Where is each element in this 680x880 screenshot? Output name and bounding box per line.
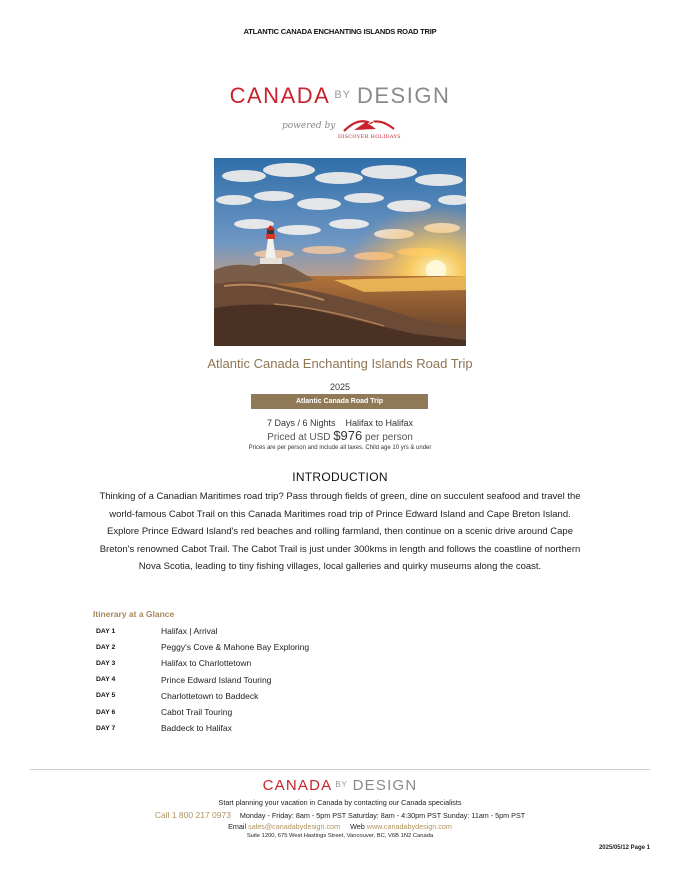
trip-duration: 7 Days / 6 Nights Halifax to Halifax <box>266 418 414 428</box>
footer-phone-link[interactable]: Call 1 800 217 0973 <box>154 810 231 820</box>
itinerary-row <box>96 639 396 655</box>
itinerary-description: Halifax to Charlottetown <box>161 658 252 669</box>
itinerary-description: Cabot Trail Touring <box>161 707 233 718</box>
footer-contact-hours <box>0 810 680 820</box>
footer-email-label: Email <box>228 822 249 831</box>
introduction-heading: INTRODUCTION <box>292 470 388 484</box>
price-suffix: per person <box>362 432 413 443</box>
introduction-body: Thinking of a Canadian Maritimes road trip? Pass through fields of green, dine on succulent seafood and travel the world-famous Cabot Trail on this Canada Maritimes road trip of Prince Edward Island and Cape Breton Island. Explore Prince Edward Island's red beaches and rolling farmland, then continue on a scenic drive around Cape Breton's renowned Cabot Trail. The Cabot Trail is just under 300kms in length and follows the coastline of northern Nova Scotia, leading to tiny fishing villages, local galleries and quirky museums along the coast. <box>99 491 581 573</box>
powered-by-text: powered by <box>282 121 336 131</box>
discover-holidays-mountain-icon <box>340 115 400 135</box>
document-header-title: ATLANTIC CANADA ENCHANTING ISLANDS ROAD TRIP <box>243 27 437 36</box>
itinerary-row <box>96 688 396 704</box>
itinerary-description: Halifax | Arrival <box>161 626 218 637</box>
itinerary-day: DAY 1 <box>96 627 116 635</box>
trip-title: Atlantic Canada Enchanting Islands Road Trip <box>207 356 473 371</box>
page-number: 2025/05/12 Page 1 <box>598 845 650 851</box>
itinerary-row <box>96 672 396 688</box>
brand-logo <box>0 83 680 109</box>
itinerary-day: DAY 4 <box>96 676 116 684</box>
itinerary-day: DAY 3 <box>96 659 116 667</box>
itinerary-row <box>96 704 396 720</box>
itinerary-day: DAY 5 <box>96 692 116 700</box>
footer-brand-logo <box>0 777 680 794</box>
footer-divider <box>30 769 650 770</box>
itinerary-row <box>96 655 396 671</box>
itinerary-heading: Itinerary at a Glance <box>93 609 175 619</box>
trip-year: 2025 <box>329 382 351 392</box>
trip-category-banner: Atlantic Canada Road Trip <box>251 394 428 409</box>
footer-web-link[interactable]: www.canadabydesign.com <box>366 822 452 831</box>
itinerary-description: Charlottetown to Baddeck <box>161 690 259 701</box>
price-note: Prices are per person and include all taxes. Child age 10 yrs & under <box>248 445 432 451</box>
brand-by: BY <box>334 89 351 101</box>
itinerary-row <box>96 623 396 639</box>
itinerary-day: DAY 6 <box>96 708 116 716</box>
footer-brand-design: DESIGN <box>352 777 418 794</box>
price-amount: $976 <box>333 428 363 443</box>
partner-name: DISCOVER HOLIDAYS <box>338 134 401 140</box>
footer-tagline: Start planning your vacation in Canada by contacting our Canada specialists <box>218 798 462 807</box>
footer-address: Suite 1200, 675 West Hastings Street, Vancouver, BC, V6B 1N2 Canada <box>246 833 434 839</box>
footer-brand-canada: CANADA <box>262 777 333 794</box>
itinerary-description: Baddeck to Halifax <box>161 723 232 734</box>
brand-design: DESIGN <box>357 83 451 108</box>
footer-email-web <box>0 822 680 831</box>
price-prefix: Priced at USD <box>267 432 334 443</box>
itinerary-day: DAY 7 <box>96 724 116 732</box>
trip-price <box>0 428 680 443</box>
brand-canada: CANADA <box>229 83 331 108</box>
itinerary-row <box>96 720 396 736</box>
itinerary-description: Prince Edward Island Touring <box>161 674 272 685</box>
footer-hours: Monday - Friday: 8am - 5pm PST Saturday: 8am - 4:30pm PST Sunday: 11am - 5pm PST <box>239 811 526 820</box>
hero-photo-peggys-cove-lighthouse <box>214 158 466 346</box>
powered-by-logo <box>282 115 402 145</box>
footer-brand-by: BY <box>335 780 348 789</box>
itinerary-list <box>96 623 396 736</box>
itinerary-day: DAY 2 <box>96 643 116 651</box>
footer-email-link[interactable]: sales@canadabydesign.com <box>248 822 341 831</box>
footer-web-label: Web <box>350 822 367 831</box>
itinerary-description: Peggy's Cove & Mahone Bay Exploring <box>161 642 310 653</box>
